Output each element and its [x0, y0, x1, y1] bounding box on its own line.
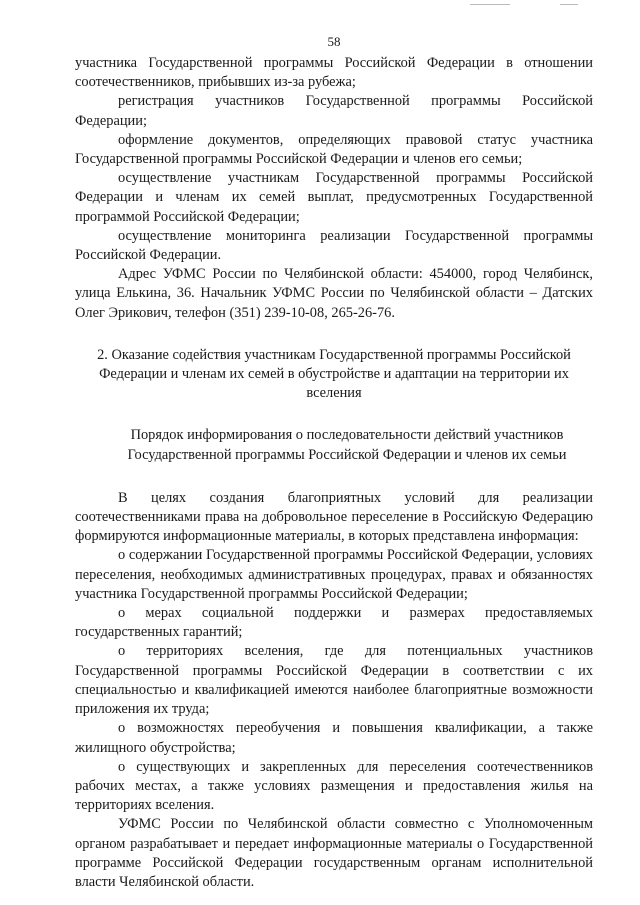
paragraph: участника Государственной программы Российской Федерации в отношении соотечественников, прибывших из-за рубежа; [75, 55, 593, 91]
scan-artifact-line [470, 4, 510, 5]
paragraph: регистрация участников Государственной программы Российской Федерации; [75, 93, 593, 129]
paragraph: осуществление мониторинга реализации Государственной программы Российской Федерации. [75, 227, 593, 264]
paragraph: В целях создания благоприятных условий для реализации соотечественниками права на добровольное переселение в Российскую Федерацию формируются информационные материалы, в которых представлена информация: [75, 489, 593, 545]
paragraph: о существующих и закрепленных для переселения соотечественников рабочих местах, а также условиях размещения и предоставления жилья на территориях вселения. [75, 758, 593, 814]
page-number: 58 [327, 34, 341, 49]
paragraph: о возможностях переобучения и повышения квалификации, а также жилищного обустройства; [75, 720, 593, 756]
paragraph: о территориях вселения, где для потенциальных участников Государственной программы Российской Федерации в соответствии с их специальностью и квалификацией имеются наиболее благоприятные возможности приложения их труда; [75, 643, 593, 718]
paragraph: о мерах социальной поддержки и размерах предоставляемых государственных гарантий; [75, 605, 593, 641]
paragraph: оформление документов, определяющих правовой статус участника Государственной программы Российской Федерации и членов его семьи; [75, 131, 593, 168]
section-heading: 2. Оказание содействия участникам Государственной программы Российской Федерации и членам их семей в обустройстве и адаптации на территории их вселения [97, 346, 571, 402]
scan-artifact-line [560, 4, 578, 5]
paragraph: о содержании Государственной программы Российской Федерации, условиях переселения, необходимых административных процедурах, правах и обязанностях участника Государственной программы Российской Федерации; [75, 547, 593, 602]
paragraph: осуществление участникам Государственной программы Российской Федерации и членам их семей выплат, предусмотренных Государственной программой Российской Федерации; [75, 170, 593, 225]
paragraph: Адрес УФМС России по Челябинской области: 454000, город Челябинск, улица Елькина, 36. Начальник УФМС России по Челябинской области – Датских Олег Эрикович, телефон (351) 239-10-08, 265-26-76. [75, 266, 593, 321]
subsection-heading: Порядок информирования о последовательности действий участников Государственной программы Российской Федерации и членов их семьи [127, 427, 567, 463]
paragraph: УФМС России по Челябинской области совместно с Уполномоченным органом разрабатывает и передает информационные материалы о Государственной программе Российской Федерации государственным органам исполнительной власти Челябинской области. [75, 816, 593, 890]
document-body [75, 54, 593, 892]
